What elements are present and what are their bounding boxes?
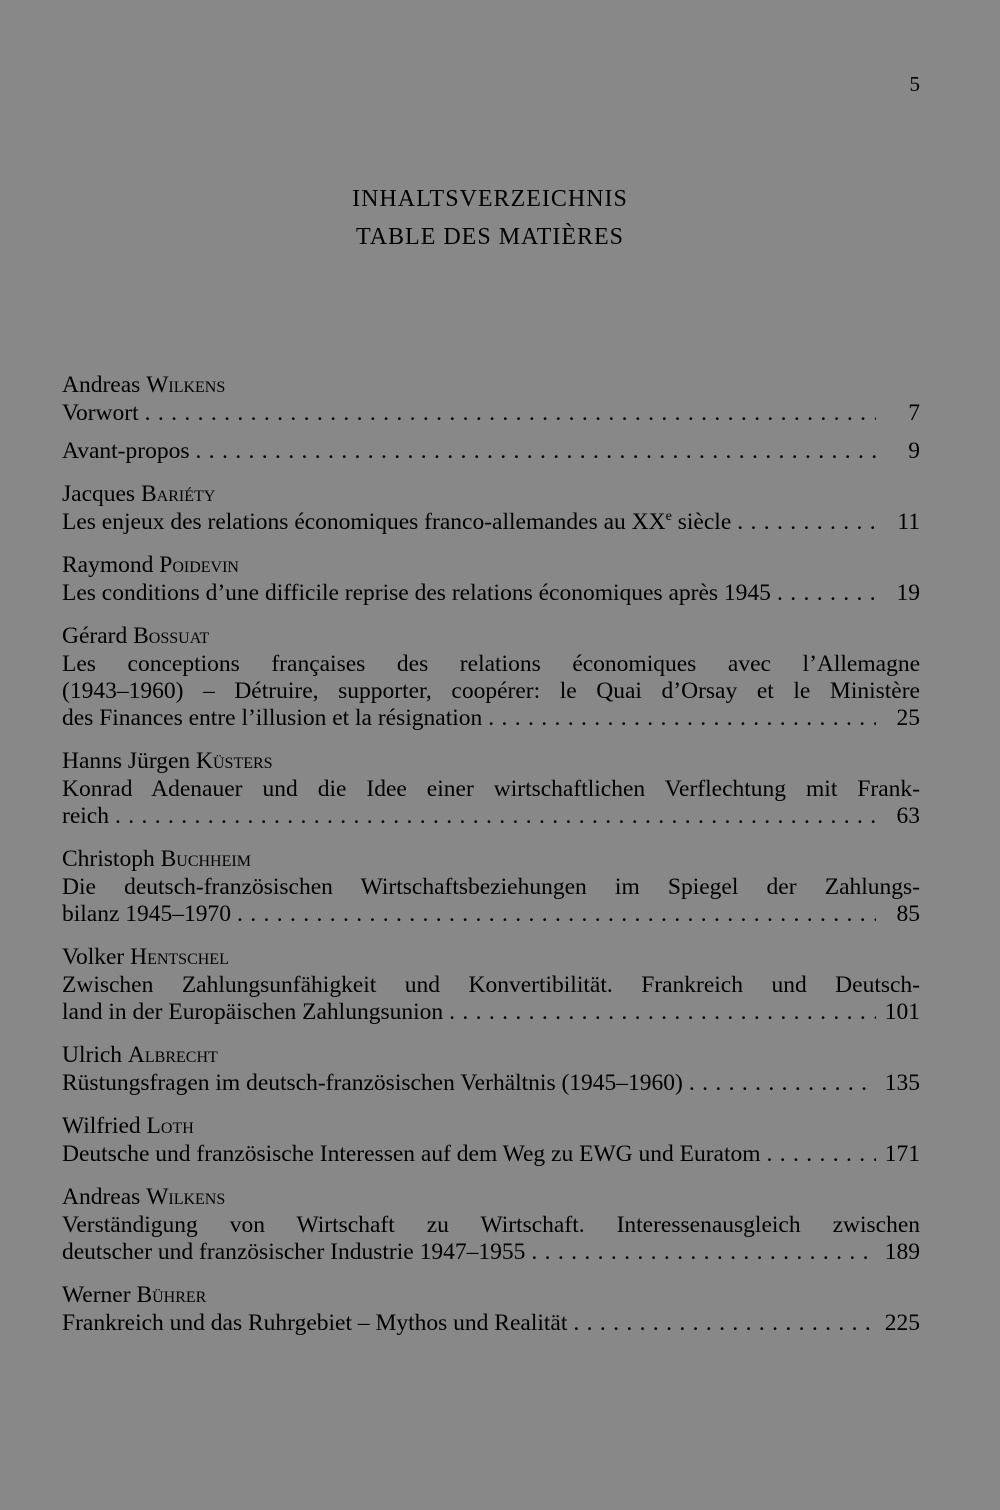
author-last-name: Albrecht: [127, 1042, 218, 1068]
chapter-title-lead: Les enjeux des relations économiques franco-allemandes au XX: [62, 509, 666, 535]
chapter-title: Frankreich und das Ruhrgebiet – Mythos und Realität: [62, 1310, 568, 1336]
author-name: [62, 550, 920, 580]
toc-entry: [62, 621, 920, 732]
toc-line[interactable]: [62, 509, 920, 536]
author-name: [62, 370, 920, 400]
leader-dots: [237, 901, 876, 928]
author-first-name: Raymond: [62, 552, 154, 578]
toc-line[interactable]: [62, 803, 920, 830]
toc-line[interactable]: [62, 901, 920, 928]
toc-line[interactable]: [62, 1070, 920, 1097]
author-first-name: Wilfried: [62, 1113, 141, 1139]
chapter-title: Rüstungsfragen im deutsch-französischen Verhältnis (1945–1960): [62, 1070, 683, 1096]
toc-entry: [62, 550, 920, 607]
leader-dots: [573, 1310, 876, 1337]
page-ref: 19: [896, 580, 920, 606]
author-name: [62, 942, 920, 972]
leader-dots: [689, 1070, 876, 1097]
toc-line[interactable]: [62, 1310, 920, 1337]
page-ref: 85: [896, 901, 920, 927]
author-last-name: Bührer: [136, 1282, 207, 1308]
table-of-contents: [62, 370, 920, 1351]
title-german: INHALTSVERZEICHNIS: [352, 186, 628, 212]
leader-dots: [531, 1239, 876, 1266]
chapter-title: [62, 509, 731, 536]
leader-dots: [777, 580, 876, 607]
chapter-title-line: Verständigung von Wirtschaft zu Wirtschaft. Interessenausgleich zwischen: [62, 1212, 920, 1238]
page-ref: 7: [908, 400, 920, 426]
chapter-title: bilanz 1945–1970: [62, 901, 232, 927]
chapter-title-line: Konrad Adenauer und die Idee einer wirtschaftlichen Verflechtung mit Frank-: [62, 776, 920, 802]
toc-line[interactable]: [62, 705, 920, 732]
leader-dots: [737, 509, 876, 536]
toc-entry: [62, 479, 920, 536]
superscript: e: [665, 508, 672, 525]
toc-line[interactable]: [62, 1239, 920, 1266]
author-name: [62, 1040, 920, 1070]
page-ref: 11: [897, 509, 920, 535]
author-first-name: Werner: [62, 1282, 131, 1308]
toc-line[interactable]: [62, 400, 920, 427]
page-number: 5: [909, 72, 920, 96]
toc-entry: [62, 370, 920, 465]
author-first-name: Volker: [62, 944, 125, 970]
author-first-name: Andreas: [62, 1184, 141, 1210]
chapter-title: land in der Europäischen Zahlungsunion: [62, 999, 444, 1025]
toc-entry: [62, 942, 920, 1026]
toc-entry: [62, 1111, 920, 1168]
author-name: [62, 844, 920, 874]
toc-line[interactable]: [62, 438, 920, 465]
leader-dots: [115, 803, 876, 830]
author-first-name: Andreas: [62, 372, 141, 398]
page-ref: 63: [896, 803, 920, 829]
toc-entry: [62, 746, 920, 830]
author-last-name: Poidevin: [159, 552, 239, 578]
chapter-title-line: (1943–1960) – Détruire, supporter, coopérer: le Quai d’Orsay et le Ministère: [62, 678, 920, 704]
toc-line[interactable]: [62, 1141, 920, 1168]
author-name: [62, 621, 920, 651]
author-last-name: Hentschel: [130, 944, 229, 970]
chapter-title: Avant-propos: [62, 438, 190, 464]
page-title: [0, 180, 980, 256]
chapter-title: des Finances entre l’illusion et la résignation: [62, 705, 483, 731]
author-first-name: Gérard: [62, 623, 128, 649]
page-ref: 135: [884, 1070, 920, 1096]
leader-dots: [145, 400, 876, 427]
leader-dots: [195, 438, 876, 465]
author-last-name: Bariéty: [140, 481, 216, 507]
author-last-name: Küsters: [196, 748, 273, 774]
chapter-title: reich: [62, 803, 109, 829]
toc-entry: [62, 1182, 920, 1266]
author-last-name: Loth: [146, 1113, 194, 1139]
leader-dots: [449, 999, 876, 1026]
page-ref: 101: [884, 999, 920, 1025]
author-name: [62, 1111, 920, 1141]
toc-entry: [62, 844, 920, 928]
chapter-title-tail: siècle: [671, 509, 732, 535]
toc-line[interactable]: [62, 999, 920, 1026]
author-first-name: Christoph: [62, 846, 155, 872]
author-first-name: Ulrich: [62, 1042, 123, 1068]
author-last-name: Bossuat: [133, 623, 210, 649]
leader-dots: [488, 705, 876, 732]
author-name: [62, 479, 920, 509]
author-first-name: Jacques: [62, 481, 136, 507]
leader-dots: [767, 1141, 876, 1168]
toc-entry: [62, 1040, 920, 1097]
author-name: [62, 1182, 920, 1212]
page-ref: 189: [884, 1239, 920, 1265]
chapter-title: deutscher und französischer Industrie 1947–1955: [62, 1239, 526, 1265]
toc-entry: [62, 1280, 920, 1337]
author-last-name: Wilkens: [146, 1184, 226, 1210]
chapter-title: Les conditions d’une difficile reprise des relations économiques après 1945: [62, 580, 771, 606]
author-last-name: Wilkens: [146, 372, 226, 398]
author-name: [62, 746, 920, 776]
chapter-title-line: Die deutsch-französischen Wirtschaftsbeziehungen im Spiegel der Zahlungs-: [62, 874, 920, 900]
page-ref: 225: [884, 1310, 920, 1336]
toc-line[interactable]: [62, 580, 920, 607]
author-last-name: Buchheim: [160, 846, 251, 872]
chapter-title: Deutsche und französische Interessen auf dem Weg zu EWG und Euratom: [62, 1141, 761, 1167]
author-name: [62, 1280, 920, 1310]
page-ref: 25: [896, 705, 920, 731]
author-first-name: Hanns Jürgen: [62, 748, 191, 774]
chapter-title: Vorwort: [62, 400, 139, 426]
title-french: TABLE DES MATIÈRES: [355, 224, 625, 250]
chapter-title-line: Zwischen Zahlungsunfähigkeit und Konvertibilität. Frankreich und Deutsch-: [62, 972, 920, 998]
page-ref: 9: [908, 438, 920, 464]
chapter-title-line: Les conceptions françaises des relations économiques avec l’Allemagne: [62, 651, 920, 677]
page-ref: 171: [884, 1141, 920, 1167]
